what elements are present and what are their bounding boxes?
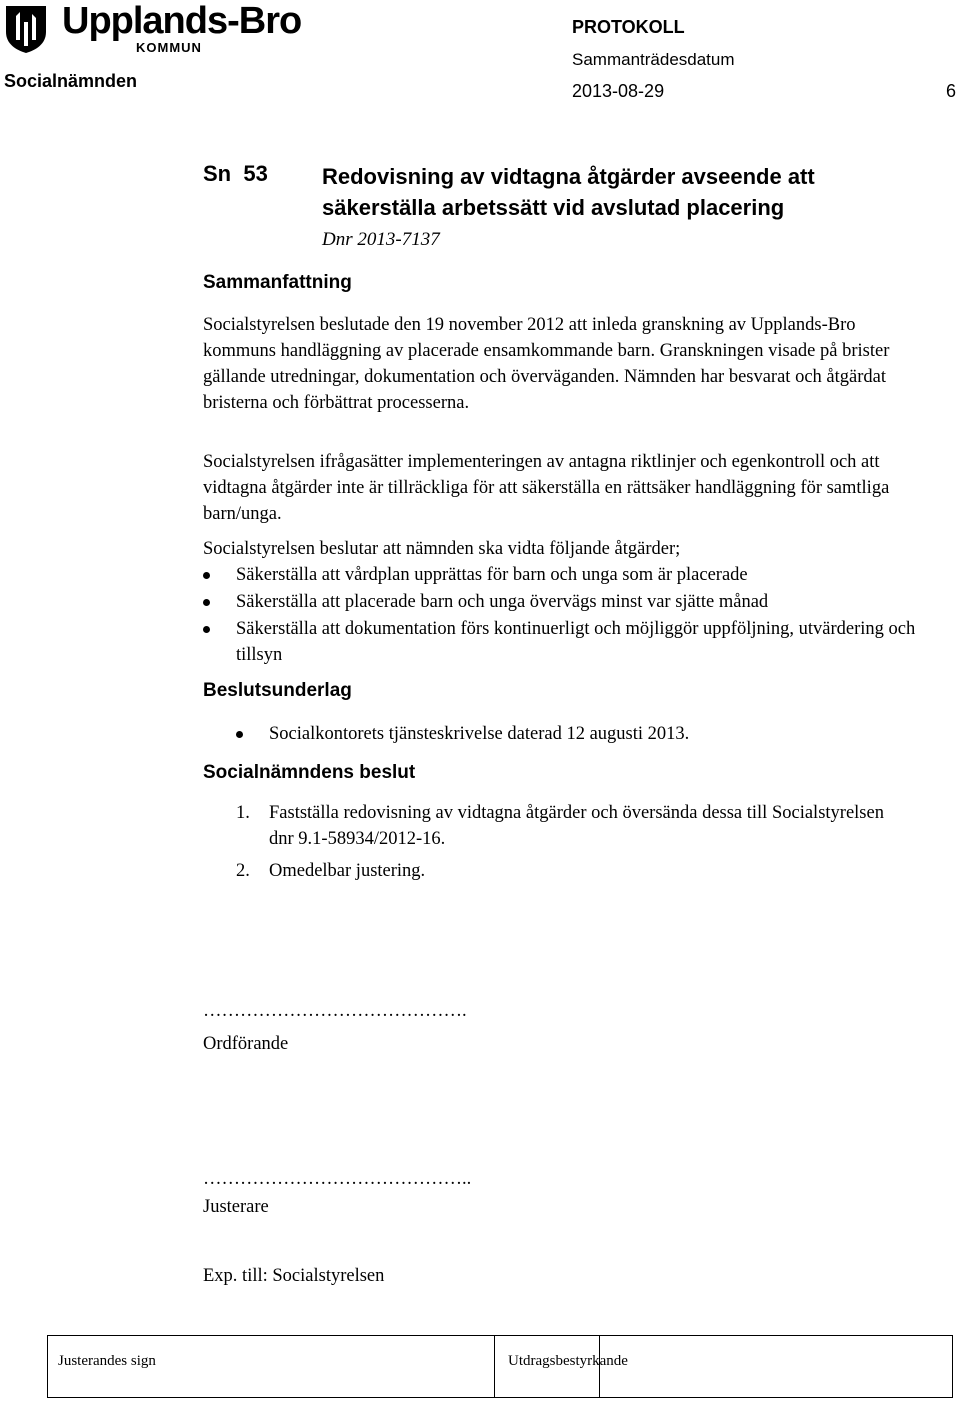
bullet-icon (236, 731, 243, 738)
chair-label: Ordförande (203, 1034, 289, 1054)
list-item-text: Socialkontorets tjänsteskrivelse daterad 12 augusti 2013. (269, 724, 690, 744)
summary-paragraph-1: Socialstyrelsen beslutade den 19 november 2012 att inleda granskning av Upplands-Bro kommuns handläggning av placerade ensamkommande barn. Granskningen visade på brister gällande utredningar, dokumentation och överväganden. Nämnden har besvarat och åtgärdat bristerna och förbättrat processerna. (203, 315, 890, 413)
basis-heading: Beslutsunderlag (203, 680, 352, 701)
chair-signature-line: ……………………………………. (203, 1001, 467, 1021)
decision-item-number: 2. (236, 861, 250, 881)
logo-subtitle: KOMMUN (136, 40, 202, 55)
summary-paragraph-2: Socialstyrelsen ifrågasätter implementeringen av antagna riktlinjer och egenkontroll och att vidtagna åtgärder inte är tillräckliga för att säkerställa en rättsäker handläggning för samtliga barn/unga. (203, 452, 890, 524)
adjusters-sign-label: Justerandes sign (58, 1353, 156, 1369)
footer-divider (494, 1336, 495, 1397)
municipality-logo (4, 2, 304, 62)
document-type: PROTOKOLL (572, 17, 685, 37)
coat-of-arms-icon (4, 4, 48, 54)
decision-item-text: Omedelbar justering. (269, 861, 426, 881)
decision-item-number: 1. (236, 803, 250, 823)
department-name: Socialnämnden (4, 71, 138, 91)
page-number: 6 (946, 81, 957, 101)
adjuster-signature-line: …………………………………….. (203, 1169, 472, 1189)
bullet-icon (203, 626, 210, 633)
signature-footer (47, 1335, 953, 1398)
adjuster-label: Justerare (203, 1197, 269, 1217)
list-item-text: Säkerställa att placerade barn och unga övervägs minst var sjätte månad (236, 592, 769, 612)
list-item-text: Säkerställa att dokumentation förs kontinuerligt och möjliggör uppföljning, utvärdering och tillsyn (236, 619, 916, 665)
meeting-date-label: Sammanträdesdatum (572, 50, 735, 69)
diary-number: Dnr 2013-7137 (322, 229, 440, 250)
meeting-date: 2013-08-29 (572, 81, 665, 101)
decision-item-text: Fastställa redovisning av vidtagna åtgärder och översända dessa till Socialstyrelsen dnr 9.1-58934/2012-16. (269, 803, 884, 849)
summary-paragraph-3: Socialstyrelsen beslutar att nämnden ska vidta följande åtgärder; (203, 539, 681, 559)
certification-label: Utdragsbestyrkande (508, 1353, 628, 1369)
bullet-icon (203, 599, 210, 606)
list-item-text: Säkerställa att vårdplan upprättas för barn och unga som är placerade (236, 565, 748, 585)
section-title: Redovisning av vidtagna åtgärder avseende att säkerställa arbetssätt vid avslutad placering (322, 164, 815, 220)
decision-heading: Socialnämndens beslut (203, 762, 416, 783)
expedition-note: Exp. till: Socialstyrelsen (203, 1266, 385, 1286)
logo-wordmark: Upplands-Bro (62, 0, 302, 42)
bullet-icon (203, 572, 210, 579)
summary-heading: Sammanfattning (203, 272, 352, 293)
section-number: Sn 53 (203, 161, 268, 186)
